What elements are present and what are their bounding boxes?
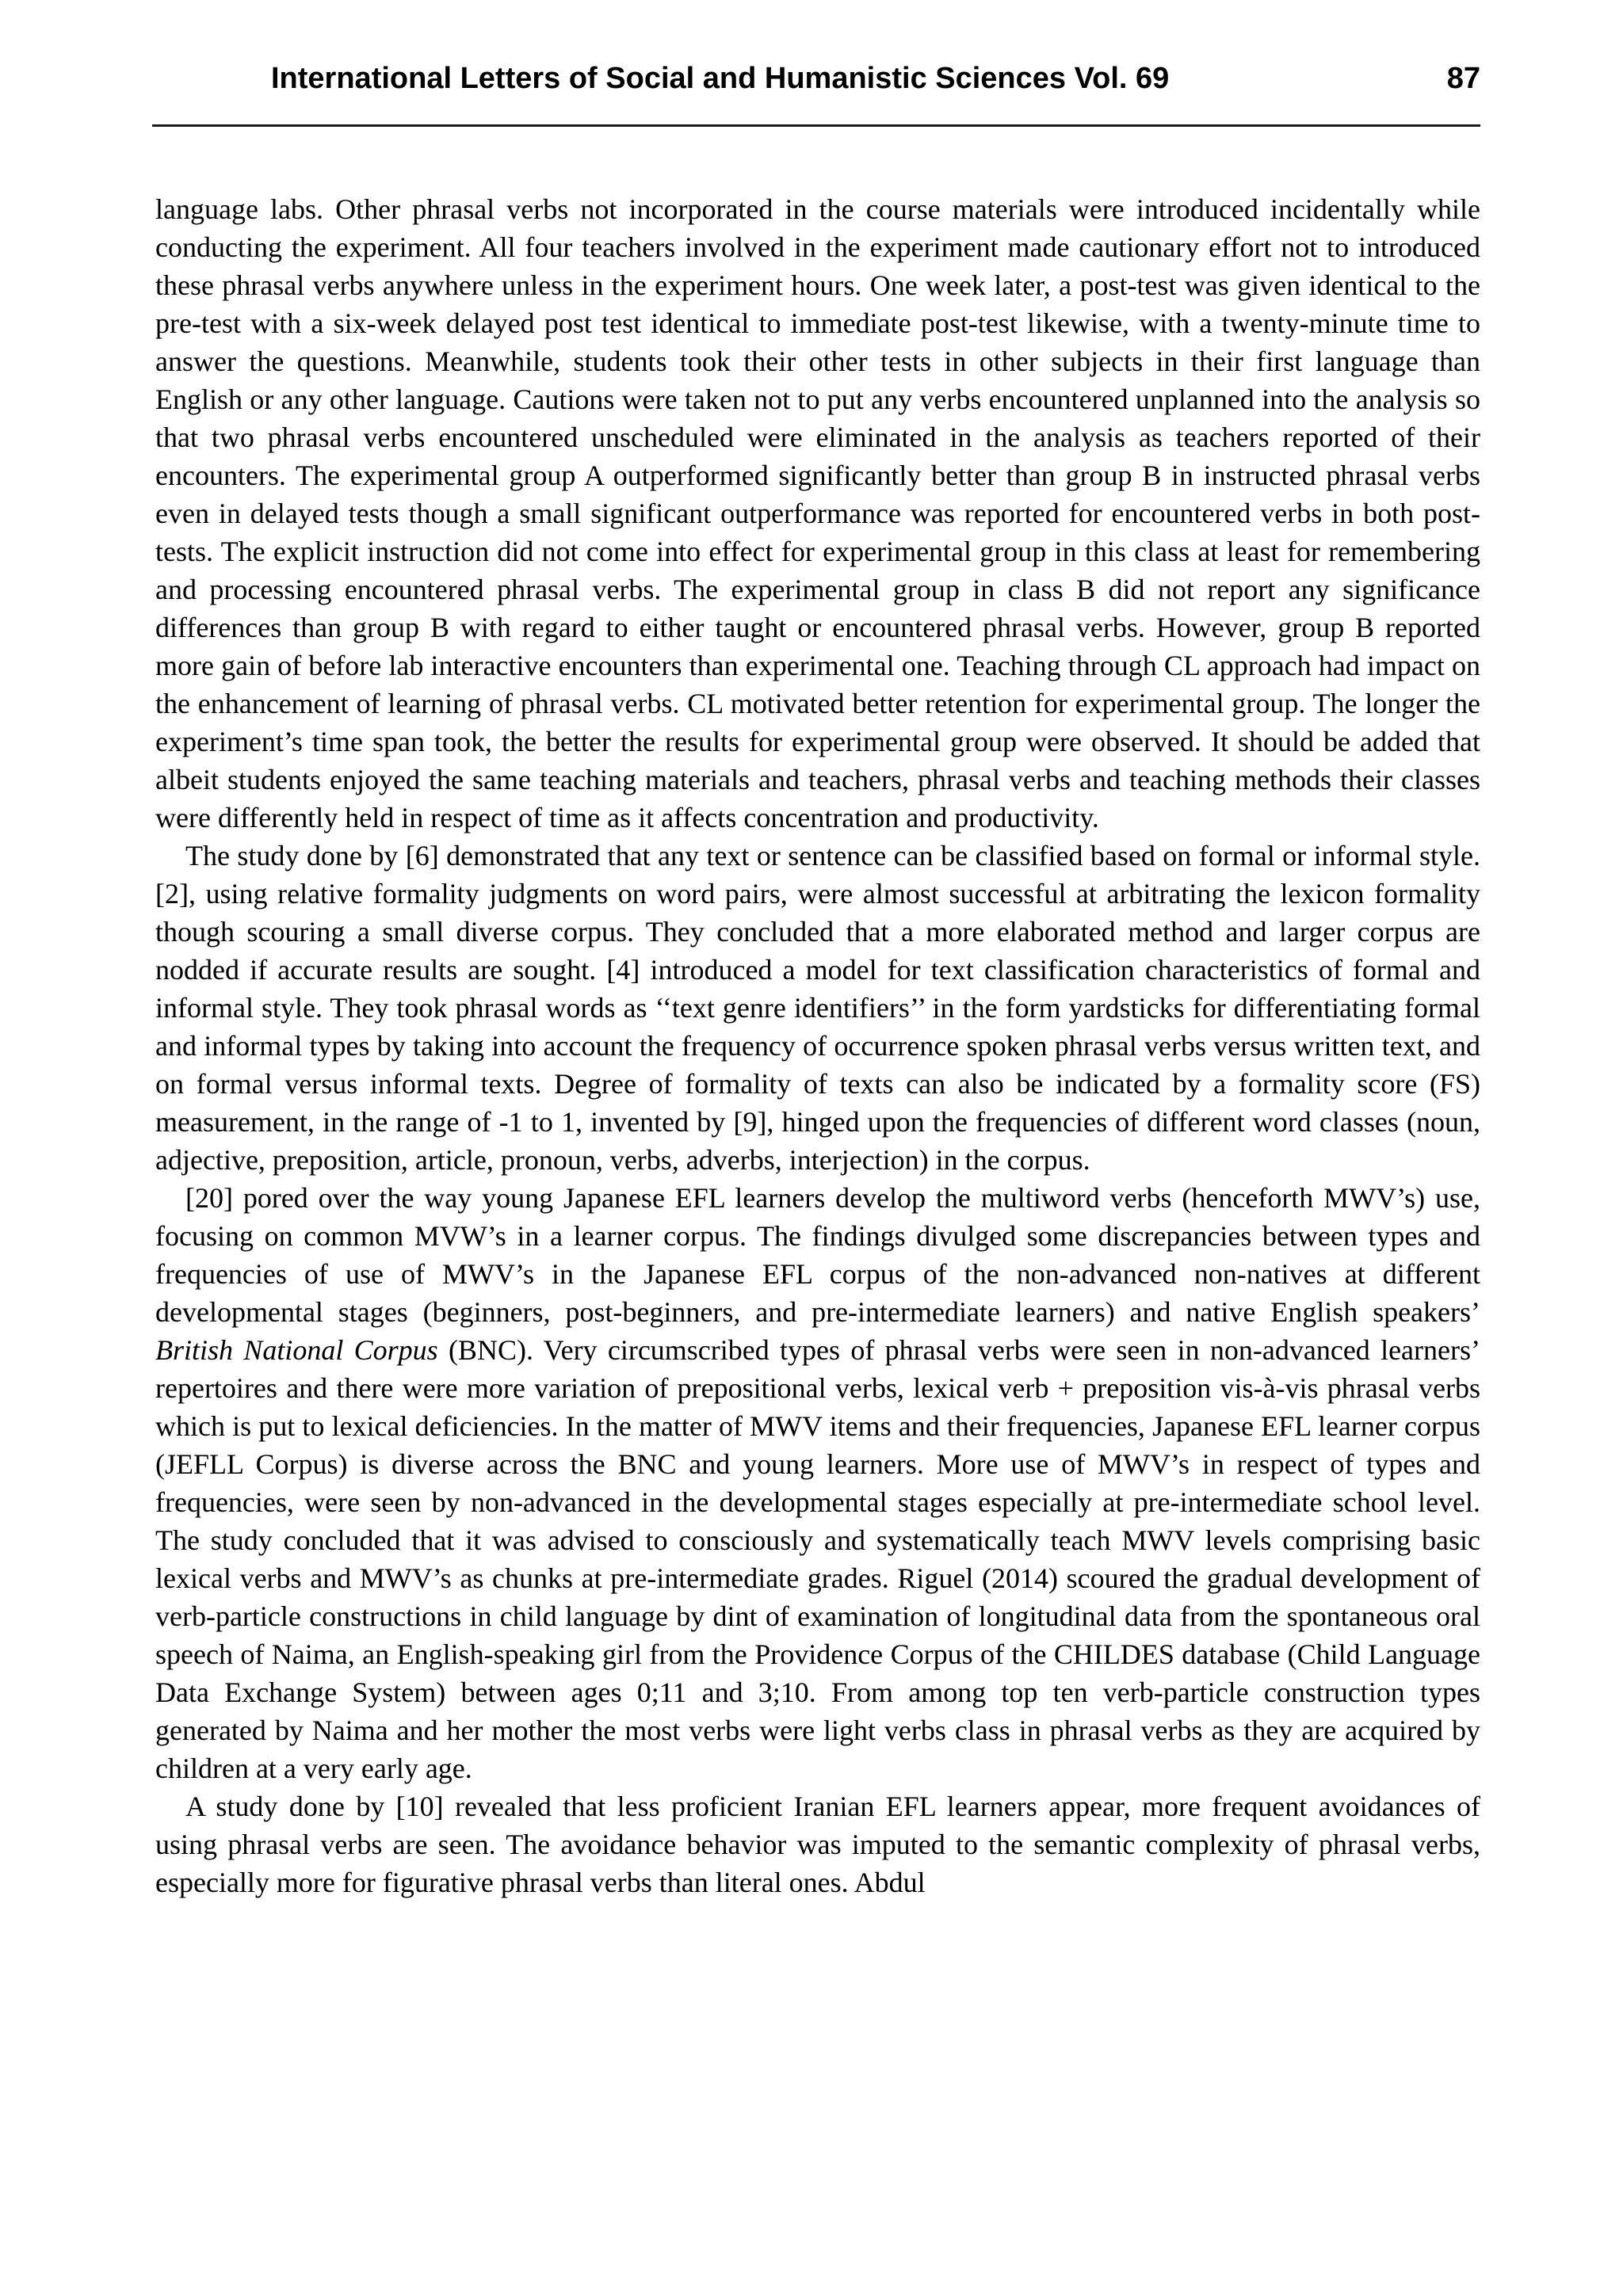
running-header [152,49,1480,127]
paragraph-text-segment: (BNC). Very circumscribed types of phrasal verbs were seen in non-advanced learners’ repertoires and there were more variation of prepositional verbs, lexical verb + preposition vis-à-vis phrasal verbs which is put to lexical deficiencies. In the matter of MWV items and their frequencies, Japanese EFL learner corpus (JEFLL Corpus) is diverse across the BNC and young learners. More use of MWV’s in respect of types and frequencies, were seen by non-advanced in the developmental stages especially at pre-intermediate school level. The study concluded that it was advised to consciously and systematically teach MWV levels comprising basic lexical verbs and MWV’s as chunks at pre-intermediate grades. Riguel (2014) scoured the gradual development of verb-particle constructions in child language by dint of examination of longitudinal data from the spontaneous oral speech of Naima, an English-speaking girl from the Providence Corpus of the CHILDES database (Child Language Data Exchange System) between ages 0;11 and 3;10. From among top ten verb-particle construction types generated by Naima and her mother the most verbs were light verbs class in phrasal verbs as they are acquired by children at a very early age. [155,1334,1480,1784]
paragraph-mwv-study [155,1179,1480,1787]
paragraph-avoidance-study: A study done by [10] revealed that less proficient Iranian EFL learners appear, more frequent avoidances of using phrasal verbs are seen. The avoidance behavior was imputed to the semantic complexity of phrasal verbs, especially more for figurative phrasal verbs than literal ones. Abdul [155,1791,1480,1898]
page-number: 87 [1446,62,1480,95]
corpus-title: British National Corpus [155,1334,438,1366]
journal-title: International Letters of Social and Humanistic Sciences Vol. 69 [271,62,1170,95]
paragraph-continued: language labs. Other phrasal verbs not incorporated in the course materials were introduced incidentally while conducting the experiment. All four teachers involved in the experiment made cautionary effort not to introduced these phrasal verbs anywhere unless in the experiment hours. One week later, a post-test was given identical to the pre-test with a six-week delayed post test identical to immediate post-test likewise, with a twenty-minute time to answer the questions. Meanwhile, students took their other tests in other subjects in their first language than English or any other language. Cautions were taken not to put any verbs encountered unplanned into the analysis so that two phrasal verbs encountered unscheduled were eliminated in the analysis as teachers reported of their encounters. The experimental group A outperformed significantly better than group B in instructed phrasal verbs even in delayed tests though a small significant outperformance was reported for encountered verbs in both post-tests. The explicit instruction did not come into effect for experimental group in this class at least for remembering and processing encountered phrasal verbs. The experimental group in class B did not report any significance differences than group B with regard to either taught or encountered phrasal verbs. However, group B reported more gain of before lab interactive encounters than experimental one. Teaching through CL approach had impact on the enhancement of learning of phrasal verbs. CL motivated better retention for experimental group. The longer the experiment’s time span took, the better the results for experimental group were observed. It should be added that albeit students enjoyed the same teaching materials and teachers, phrasal verbs and teaching methods their classes were differently held in respect of time as it affects concentration and productivity. [155,193,1480,833]
article-body [155,190,1480,1901]
paragraph-text-segment: [20] pored over the way young Japanese EFL learners develop the multiword verbs (henceforth MWV’s) use, focusing on common MVW’s in a learner corpus. The findings divulged some discrepancies between types and frequencies of use of MWV’s in the Japanese EFL corpus of the non-advanced non-natives at different developmental stages (beginners, post-beginners, and pre-intermediate learners) and native English speakers’ [155,1182,1480,1328]
paragraph-formality-studies: The study done by [6] demonstrated that any text or sentence can be classified based on formal or informal style. [2], using relative formality judgments on word pairs, were almost successful at arbitrating the lexicon formality though scouring a small diverse corpus. They concluded that a more elaborated method and larger corpus are nodded if accurate results are sought. [4] introduced a model for text classification characteristics of formal and informal style. They took phrasal words as ‘‘text genre identifiers’’ in the form yardsticks for differentiating formal and informal types by taking into account the frequency of occurrence spoken phrasal verbs versus written text, and on formal versus informal texts. Degree of formality of texts can also be indicated by a formality score (FS) measurement, in the range of -1 to 1, invented by [9], hinged upon the frequencies of different word classes (noun, adjective, preposition, article, pronoun, verbs, adverbs, interjection) in the corpus. [155,840,1480,1176]
